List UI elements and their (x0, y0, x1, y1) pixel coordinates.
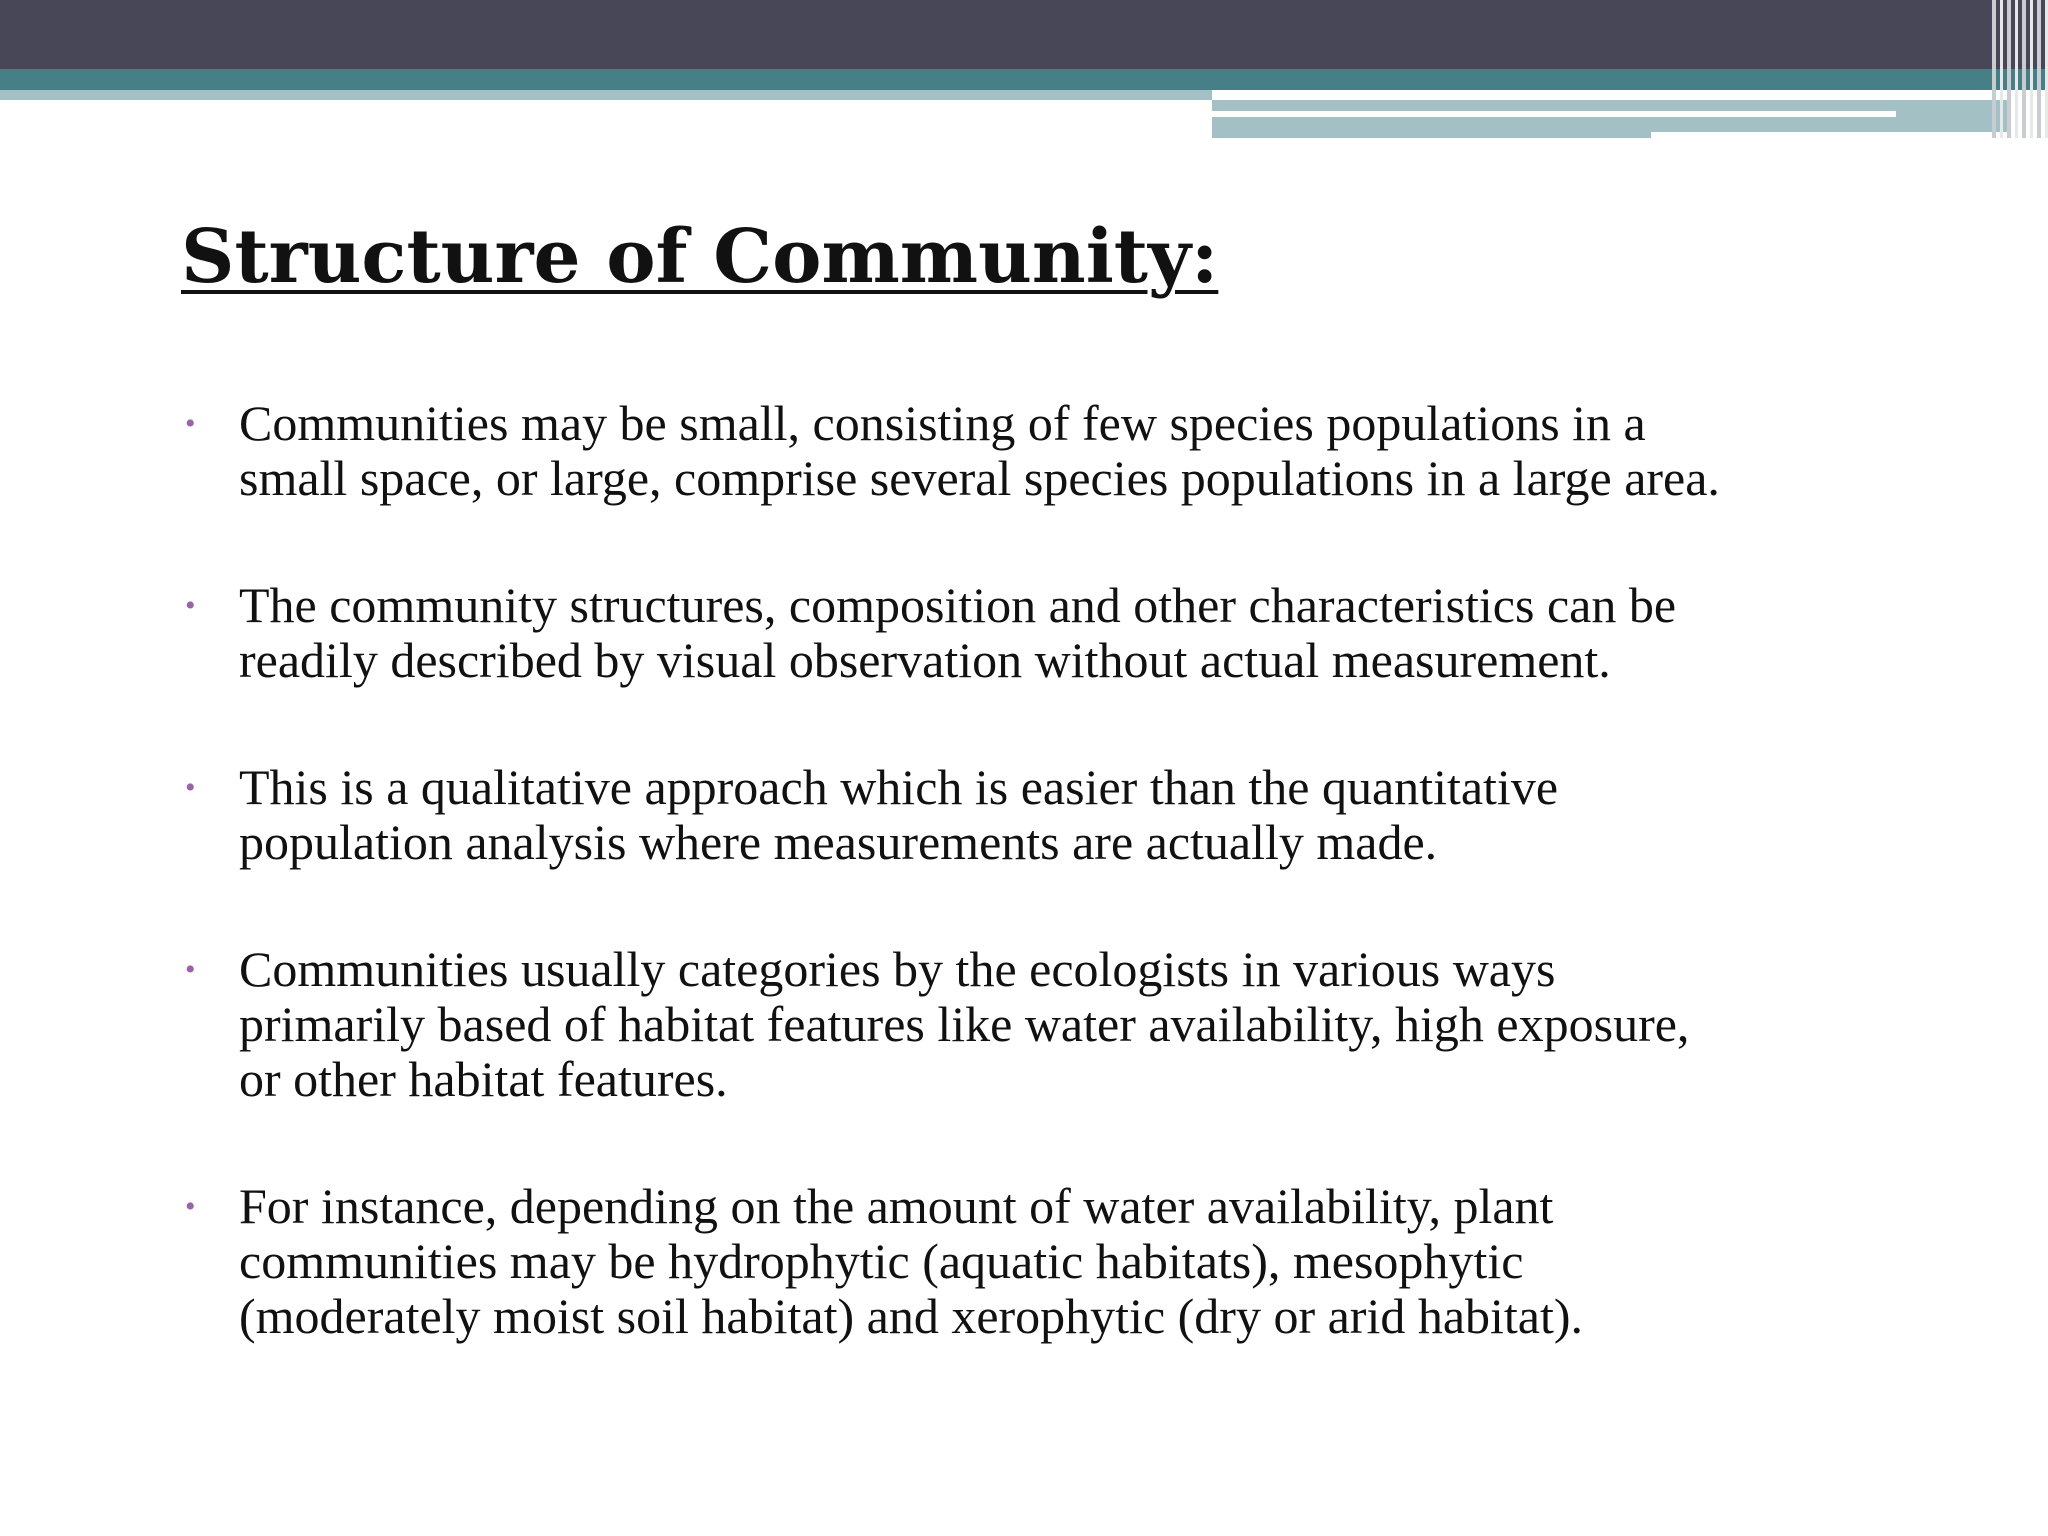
bullet-item (181, 942, 1981, 1107)
header-accent-line (1212, 111, 1896, 117)
bullet-text-line: This is a qualitative approach which is easier than the quantitative (239, 759, 1559, 815)
header-band-dark (0, 0, 2048, 69)
bullet-text-line: small space, or large, comprise several species populations in a large area. (239, 450, 1720, 506)
bullet-text-line: readily described by visual observation without actual measurement. (239, 632, 1611, 688)
bullet-item (181, 396, 1981, 506)
bullet-text-line: Communities usually categories by the ecologists in various ways (239, 941, 1556, 997)
bullet-text-line: For instance, depending on the amount of water availability, plant (239, 1178, 1554, 1234)
bullet-text-line: or other habitat features. (239, 1051, 728, 1107)
bullet-item (181, 760, 1981, 870)
bullet-point-icon: • (185, 953, 196, 986)
header-band-light (0, 90, 1212, 100)
header-accent-gap (1651, 132, 2008, 138)
bullet-text-line: (moderately moist soil habitat) and xerophytic (dry or arid habitat). (239, 1288, 1584, 1344)
bullet-item (181, 1179, 1981, 1344)
bullet-point-icon: • (185, 589, 196, 622)
bullet-list (181, 396, 1981, 1416)
bullet-text-line: population analysis where measurements are actually made. (239, 814, 1438, 870)
bullet-item (181, 578, 1981, 688)
header-band-teal (0, 69, 2048, 90)
bullet-text-line: primarily based of habitat features like water availability, high exposure, (239, 996, 1690, 1052)
bullet-text-line: The community structures, composition and other characteristics can be (239, 577, 1677, 633)
bullet-point-icon: • (185, 1190, 196, 1223)
slide-title: Structure of Community: (181, 214, 1219, 300)
header-stripes (1992, 0, 2048, 138)
bullet-text-line: communities may be hydrophytic (aquatic habitats), mesophytic (239, 1233, 1524, 1289)
bullet-point-icon: • (185, 771, 196, 804)
bullet-text-line: Communities may be small, consisting of few species populations in a (239, 395, 1646, 451)
bullet-point-icon: • (185, 407, 196, 440)
